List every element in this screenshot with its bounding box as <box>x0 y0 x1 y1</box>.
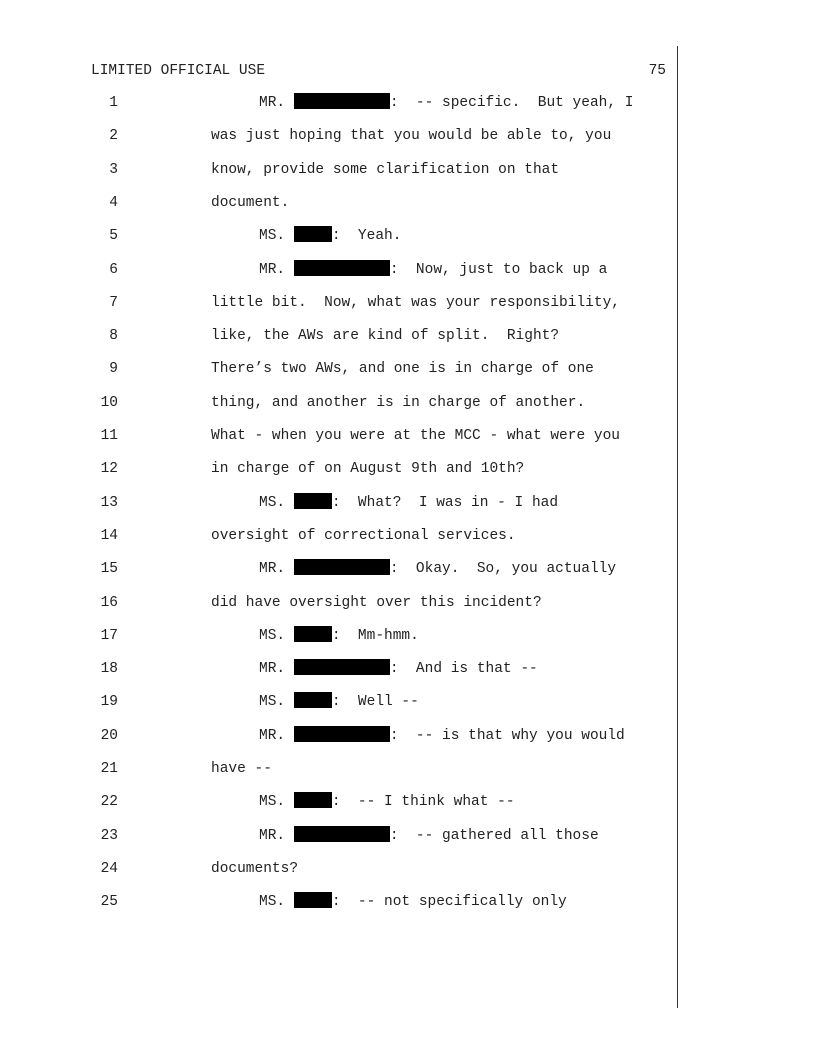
transcript-line <box>0 260 677 280</box>
line-number: 18 <box>100 661 118 677</box>
redaction-box <box>294 659 390 675</box>
speaker-label: MR. <box>259 728 294 744</box>
line-text <box>259 493 558 513</box>
transcript-line <box>0 826 677 846</box>
transcript-line <box>0 393 677 413</box>
page-number: 75 <box>648 63 666 79</box>
spoken-text: know, provide some clarification on that <box>211 162 560 178</box>
spoken-text: document. <box>211 195 290 211</box>
line-text <box>211 526 516 546</box>
spoken-text: documents? <box>211 861 299 877</box>
line-number: 19 <box>100 694 118 710</box>
transcript-line <box>0 126 677 146</box>
line-text <box>211 459 524 479</box>
spoken-text: was just hoping that you would be able to, you <box>211 128 612 144</box>
spoken-text: : -- specific. But yeah, I <box>389 95 634 111</box>
line-text <box>259 226 401 246</box>
spoken-text: : Mm-hmm. <box>331 628 419 644</box>
speaker-label: MR. <box>259 561 294 577</box>
line-text <box>211 393 585 413</box>
line-number: 10 <box>100 395 118 411</box>
redaction-box <box>294 260 390 276</box>
line-number: 13 <box>100 495 118 511</box>
redaction-box <box>294 726 390 742</box>
spoken-text: : And is that -- <box>389 661 538 677</box>
line-number: 9 <box>109 361 118 377</box>
spoken-text: oversight of correctional services. <box>211 528 516 544</box>
spoken-text: : Well -- <box>331 694 419 710</box>
line-text <box>211 160 559 180</box>
line-number: 8 <box>109 328 118 344</box>
line-text <box>211 326 559 346</box>
redaction-box <box>294 892 332 908</box>
transcript-line <box>0 726 677 746</box>
line-number: 23 <box>100 828 118 844</box>
transcript-line <box>0 526 677 546</box>
spoken-text: have -- <box>211 761 272 777</box>
line-number: 11 <box>100 428 118 444</box>
right-margin-rule <box>677 46 678 1008</box>
line-number: 25 <box>100 894 118 910</box>
spoken-text: thing, and another is in charge of another. <box>211 395 586 411</box>
spoken-text: : -- not specifically only <box>331 894 567 910</box>
line-number: 16 <box>100 595 118 611</box>
spoken-text: : -- gathered all those <box>389 828 599 844</box>
transcript-line <box>0 193 677 213</box>
transcript-line <box>0 593 677 613</box>
classification-header: LIMITED OFFICIAL USE <box>91 63 266 79</box>
speaker-label: MS. <box>259 495 294 511</box>
transcript-line <box>0 426 677 446</box>
line-number: 24 <box>100 861 118 877</box>
redaction-box <box>294 792 332 808</box>
spoken-text: in charge of on August 9th and 10th? <box>211 461 525 477</box>
line-text <box>211 193 289 213</box>
line-number: 14 <box>100 528 118 544</box>
line-text <box>259 726 625 746</box>
line-text <box>259 892 567 912</box>
line-number: 2 <box>109 128 118 144</box>
transcript-line <box>0 692 677 712</box>
line-number: 17 <box>100 628 118 644</box>
line-text <box>211 293 620 313</box>
line-text <box>211 859 298 879</box>
line-number: 4 <box>109 195 118 211</box>
transcript-line <box>0 493 677 513</box>
line-number: 15 <box>100 561 118 577</box>
transcript-line <box>0 459 677 479</box>
line-number: 22 <box>100 794 118 810</box>
redaction-box <box>294 493 332 509</box>
speaker-label: MR. <box>259 262 294 278</box>
line-text <box>211 426 620 446</box>
line-text <box>259 559 616 579</box>
line-text <box>259 626 419 646</box>
line-number: 20 <box>100 728 118 744</box>
spoken-text: : -- I think what -- <box>331 794 515 810</box>
transcript-line <box>0 359 677 379</box>
transcript-line <box>0 792 677 812</box>
redaction-box <box>294 692 332 708</box>
line-text <box>259 826 599 846</box>
speaker-label: MS. <box>259 794 294 810</box>
transcript-line <box>0 659 677 679</box>
redaction-box <box>294 93 390 109</box>
transcript-line <box>0 859 677 879</box>
transcript-line <box>0 759 677 779</box>
line-text <box>211 126 611 146</box>
speaker-label: MS. <box>259 894 294 910</box>
spoken-text: : What? I was in - I had <box>331 495 559 511</box>
transcript-line <box>0 93 677 113</box>
speaker-label: MS. <box>259 628 294 644</box>
spoken-text: little bit. Now, what was your responsibility, <box>211 295 620 311</box>
line-number: 21 <box>100 761 118 777</box>
speaker-label: MR. <box>259 828 294 844</box>
spoken-text: did have oversight over this incident? <box>211 595 542 611</box>
redaction-box <box>294 826 390 842</box>
speaker-label: MS. <box>259 694 294 710</box>
speaker-label: MS. <box>259 228 294 244</box>
line-number: 1 <box>109 95 118 111</box>
line-text <box>259 260 607 280</box>
speaker-label: MR. <box>259 661 294 677</box>
redaction-box <box>294 626 332 642</box>
spoken-text: There’s two AWs, and one is in charge of one <box>211 361 594 377</box>
transcript-line <box>0 293 677 313</box>
spoken-text: : Yeah. <box>331 228 402 244</box>
spoken-text: : -- is that why you would <box>389 728 625 744</box>
line-number: 5 <box>109 228 118 244</box>
line-text <box>259 692 419 712</box>
spoken-text: : Now, just to back up a <box>389 262 608 278</box>
redaction-box <box>294 559 390 575</box>
speaker-label: MR. <box>259 95 294 111</box>
line-number: 12 <box>100 461 118 477</box>
redaction-box <box>294 226 332 242</box>
transcript-line <box>0 892 677 912</box>
line-text <box>259 659 538 679</box>
line-number: 7 <box>109 295 118 311</box>
line-number: 6 <box>109 262 118 278</box>
spoken-text: like, the AWs are kind of split. Right? <box>211 328 560 344</box>
line-text <box>259 93 633 113</box>
spoken-text: What - when you were at the MCC - what were you <box>211 428 620 444</box>
transcript-line <box>0 326 677 346</box>
line-text <box>211 759 272 779</box>
transcript-line <box>0 160 677 180</box>
transcript-line <box>0 559 677 579</box>
line-text <box>211 593 542 613</box>
transcript-line <box>0 626 677 646</box>
line-number: 3 <box>109 162 118 178</box>
spoken-text: : Okay. So, you actually <box>389 561 617 577</box>
line-text <box>259 792 515 812</box>
line-text <box>211 359 594 379</box>
transcript-line <box>0 226 677 246</box>
